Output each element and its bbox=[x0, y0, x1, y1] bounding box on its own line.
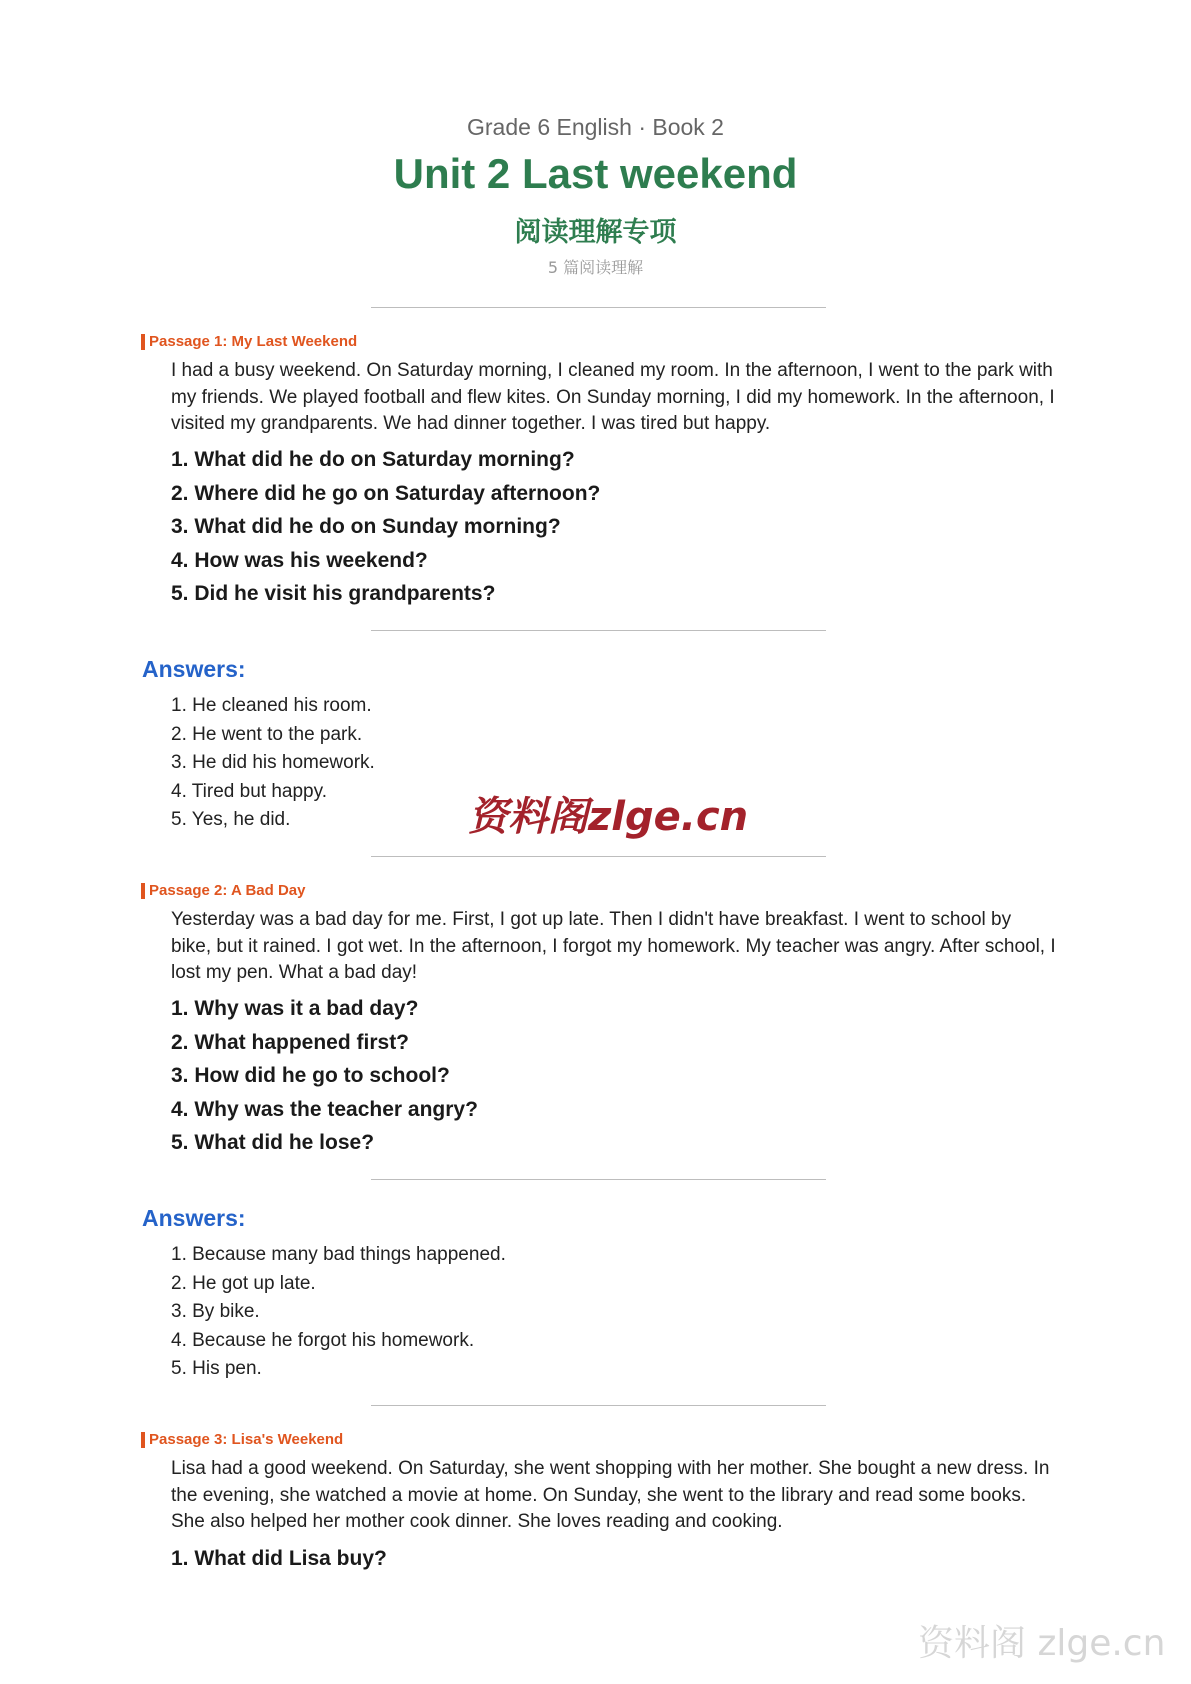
answer-item: 4. Tired but happy. bbox=[171, 780, 327, 802]
passage-1-questions bbox=[171, 443, 600, 611]
passage-3-body: Lisa had a good weekend. On Saturday, she went shopping with her mother. She bought a new dress. In the evening, she watched a movie at home. On Sunday, she went to the library and read some books. She also helped her mother cook dinner. She loves reading and cooking. bbox=[171, 1458, 1050, 1532]
passage-2-answers bbox=[171, 1241, 506, 1384]
divider bbox=[371, 307, 826, 308]
answer-item: 3. He did his homework. bbox=[171, 752, 375, 773]
question-item: 3. What did he do on Sunday morning? bbox=[171, 515, 561, 538]
passage-1-title: Passage 1: My Last Weekend bbox=[141, 334, 357, 350]
question-item: 2. What happened first? bbox=[171, 1030, 410, 1054]
divider bbox=[371, 856, 826, 857]
passage-2-questions bbox=[171, 992, 478, 1160]
question-item: 1. What did he do on Saturday morning? bbox=[171, 448, 575, 471]
cn-subtitle: 5 篇阅读理解 bbox=[547, 258, 644, 277]
corner-watermark: 资料阁 zlge.cn bbox=[918, 1623, 1166, 1664]
passage-3-questions bbox=[171, 1542, 387, 1576]
question-item: 3. How did he go to school? bbox=[171, 1064, 450, 1087]
divider bbox=[371, 1405, 826, 1406]
question-item: 5. What did he lose? bbox=[171, 1131, 375, 1154]
cn-title: 阅读理解专项 bbox=[514, 217, 677, 248]
divider bbox=[371, 630, 826, 631]
question-item: 2. Where did he go on Saturday afternoon? bbox=[171, 481, 601, 505]
passage-2-answers-heading: Answers: bbox=[142, 1205, 246, 1231]
passage-2-title: Passage 2: A Bad Day bbox=[141, 883, 305, 899]
question-item: 1. Why was it a bad day? bbox=[171, 997, 419, 1020]
grade-book-label: Grade 6 English · Book 2 bbox=[467, 114, 724, 140]
passage-3-title: Passage 3: Lisa's Weekend bbox=[141, 1432, 343, 1448]
question-item: 5. Did he visit his grandparents? bbox=[171, 582, 496, 605]
question-item: 4. Why was the teacher angry? bbox=[171, 1097, 478, 1121]
answer-item: 1. He cleaned his room. bbox=[171, 695, 372, 716]
unit-title: Unit 2 Last weekend bbox=[393, 150, 798, 197]
answer-item: 5. His pen. bbox=[171, 1358, 262, 1379]
watermark-logo: 资料阁zlge.cn bbox=[468, 794, 749, 840]
answer-item: 2. He got up late. bbox=[171, 1272, 316, 1294]
passage-1-answers-heading: Answers: bbox=[142, 656, 246, 682]
answer-item: 1. Because many bad things happened. bbox=[171, 1244, 506, 1265]
question-item: 4. How was his weekend? bbox=[171, 548, 428, 572]
answer-item: 3. By bike. bbox=[171, 1301, 260, 1322]
answer-item: 4. Because he forgot his homework. bbox=[171, 1329, 475, 1351]
answer-item: 5. Yes, he did. bbox=[171, 809, 291, 830]
question-item: 1. What did Lisa buy? bbox=[171, 1547, 387, 1570]
passage-1-answers bbox=[171, 692, 375, 835]
answer-item: 2. He went to the park. bbox=[171, 723, 363, 745]
passage-1-body: I had a busy weekend. On Saturday morning, I cleaned my room. In the afternoon, I went to the park with my friends. We played football and flew kites. On Sunday morning, I did my homework. In the afternoon, I visited my grandparents. We had dinner together. I was tired but happy. bbox=[171, 360, 1055, 434]
passage-2-body: Yesterday was a bad day for me. First, I got up late. Then I didn't have breakfast. I went to school by bike, but it rained. I got wet. In the afternoon, I forgot my homework. My teacher was angry. After school, I lost my pen. What a bad day! bbox=[171, 909, 1056, 983]
divider bbox=[371, 1179, 826, 1180]
